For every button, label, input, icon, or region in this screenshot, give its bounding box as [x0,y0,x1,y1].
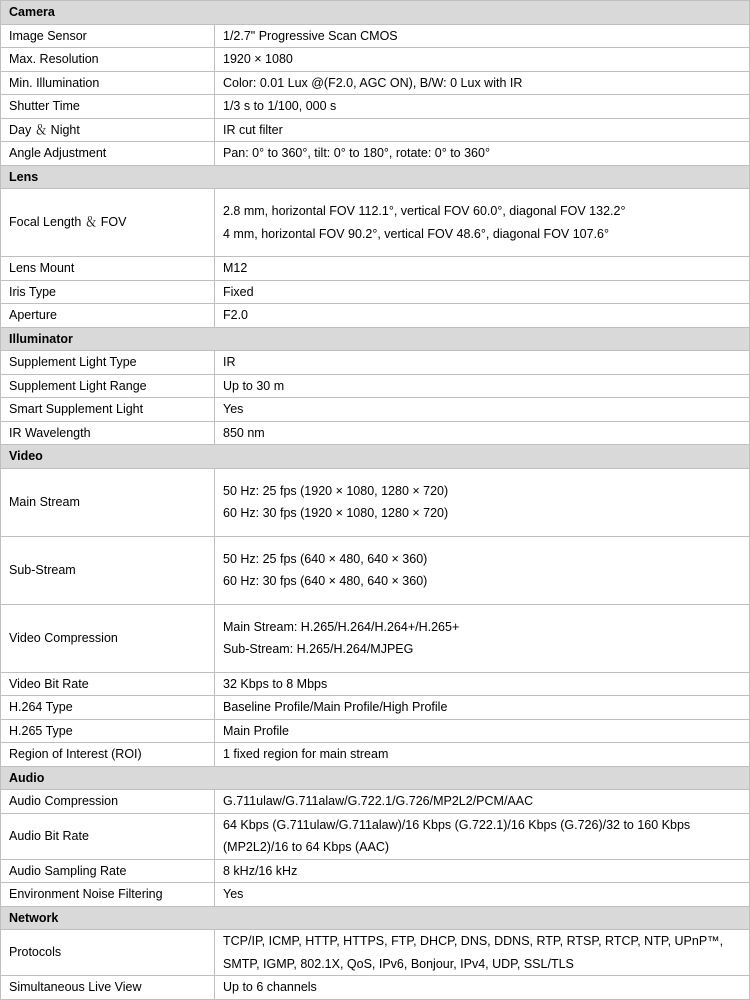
spec-label: Region of Interest (ROI) [1,743,215,767]
spec-label: Lens Mount [1,257,215,281]
section-header-lens [1,165,750,189]
spec-value-line: 1 fixed region for main stream [223,747,389,761]
spec-value-line: Up to 30 m [223,378,285,393]
spec-value-line: 1920 × 1080 [223,52,293,66]
spec-value-line: Color: 0.01 Lux @(F2.0, AGC ON), B/W: 0 Lux with IR [223,75,523,90]
spec-row-protocols [1,930,750,976]
spec-value-line: 60 Hz: 30 fps (640 × 480, 640 × 360) [223,574,428,588]
spec-label: Angle Adjustment [1,142,215,166]
spec-row-supplement-light-range [1,374,750,398]
spec-value [215,142,750,166]
spec-label: Aperture [1,304,215,328]
spec-label: Shutter Time [1,95,215,119]
spec-label: Smart Supplement Light [1,398,215,422]
spec-value-line: Fixed [223,284,254,299]
section-header-network [1,906,750,930]
spec-row-video-bit-rate [1,672,750,696]
spec-value-line: Baseline Profile/Main Profile/High Profile [223,700,448,714]
spec-value-line: 50 Hz: 25 fps (640 × 480, 640 × 360) [223,551,428,566]
spec-row-simultaneous-live-view [1,976,750,1000]
spec-row-min-illumination [1,71,750,95]
section-title: Lens [1,165,750,189]
spec-value-line: IR [223,355,236,369]
spec-label: Audio Sampling Rate [1,859,215,883]
spec-label: Video Compression [1,604,215,672]
spec-value-line: 60 Hz: 30 fps (1920 × 1080, 1280 × 720) [223,506,449,520]
spec-row-image-sensor [1,24,750,48]
spec-label: Audio Compression [1,790,215,814]
spec-value-line: Yes [223,887,244,901]
spec-value [215,813,750,859]
spec-value [215,71,750,95]
spec-value-line: (MP2L2)/16 to 64 Kbps (AAC) [223,840,390,854]
spec-row-angle-adjustment [1,142,750,166]
spec-row-h-265-type [1,719,750,743]
spec-row-region-of-interest-roi [1,743,750,767]
spec-label: Day ＆ Night [1,118,215,142]
section-title: Network [1,906,750,930]
spec-value [215,604,750,672]
spec-label: Supplement Light Range [1,374,215,398]
spec-label: Supplement Light Type [1,351,215,375]
spec-label: H.264 Type [1,696,215,720]
spec-label: Sub-Stream [1,536,215,604]
spec-label: Environment Noise Filtering [1,883,215,907]
spec-value [215,930,750,976]
spec-row-lens-mount [1,257,750,281]
spec-label: Main Stream [1,468,215,536]
spec-value-line: Yes [223,402,244,416]
spec-value [215,351,750,375]
spec-row-iris-type [1,280,750,304]
spec-value [215,280,750,304]
spec-value [215,696,750,720]
spec-value [215,421,750,445]
spec-value-line: Up to 6 channels [223,980,317,994]
spec-row-aperture [1,304,750,328]
spec-value-line: 2.8 mm, horizontal FOV 112.1°, vertical FOV 60.0°, diagonal FOV 132.2° [223,204,626,218]
spec-label: Focal Length ＆ FOV [1,189,215,257]
spec-value-line: 8 kHz/16 kHz [223,863,298,878]
spec-label: Max. Resolution [1,48,215,72]
spec-value-line: F2.0 [223,308,249,322]
spec-value-line: 1/3 s to 1/100, 000 s [223,99,337,113]
spec-value-line: 1/2.7" Progressive Scan CMOS [223,28,398,43]
spec-row-sub-stream [1,536,750,604]
spec-value [215,719,750,743]
spec-value-line: G.711ulaw/G.711alaw/G.722.1/G.726/MP2L2/PCM/AAC [223,794,534,808]
spec-row-smart-supplement-light [1,398,750,422]
section-header-audio [1,766,750,790]
spec-value [215,374,750,398]
spec-value-line: 32 Kbps to 8 Mbps [223,676,328,691]
section-header-illuminator [1,327,750,351]
section-header-camera [1,1,750,25]
spec-row-focal-length-fov [1,189,750,257]
spec-label: Image Sensor [1,24,215,48]
spec-value [215,976,750,1000]
section-title: Camera [1,1,750,25]
spec-label: Iris Type [1,280,215,304]
spec-value-line: 4 mm, horizontal FOV 90.2°, vertical FOV 48.6°, diagonal FOV 107.6° [223,226,610,241]
spec-value [215,48,750,72]
spec-label: Min. Illumination [1,71,215,95]
spec-value-line: Main Profile [223,723,289,738]
spec-row-audio-compression [1,790,750,814]
spec-row-ir-wavelength [1,421,750,445]
spec-label: Audio Bit Rate [1,813,215,859]
spec-value [215,672,750,696]
spec-row-video-compression [1,604,750,672]
spec-value [215,257,750,281]
spec-row-audio-bit-rate [1,813,750,859]
spec-label: Video Bit Rate [1,672,215,696]
spec-label: IR Wavelength [1,421,215,445]
section-header-video [1,445,750,469]
spec-value [215,883,750,907]
section-title: Illuminator [1,327,750,351]
spec-row-audio-sampling-rate [1,859,750,883]
spec-value [215,790,750,814]
spec-value [215,118,750,142]
spec-row-max-resolution [1,48,750,72]
spec-row-supplement-light-type [1,351,750,375]
spec-value [215,398,750,422]
spec-label: Protocols [1,930,215,976]
spec-value-line: IR cut filter [223,122,283,137]
spec-value-line: TCP/IP, ICMP, HTTP, HTTPS, FTP, DHCP, DNS, DDNS, RTP, RTSP, RTCP, NTP, UPnP™, [223,934,724,948]
spec-row-main-stream [1,468,750,536]
spec-value [215,24,750,48]
spec-label: H.265 Type [1,719,215,743]
spec-row-day-night [1,118,750,142]
spec-value [215,743,750,767]
spec-value-line: 64 Kbps (G.711ulaw/G.711alaw)/16 Kbps (G.722.1)/16 Kbps (G.726)/32 to 160 Kbps [223,817,691,832]
spec-row-environment-noise-filtering [1,883,750,907]
section-title: Audio [1,766,750,790]
spec-value [215,468,750,536]
spec-value-line: M12 [223,261,248,275]
spec-row-shutter-time [1,95,750,119]
spec-value-line: Sub-Stream: H.265/H.264/MJPEG [223,642,414,656]
section-title: Video [1,445,750,469]
spec-value-line: Pan: 0° to 360°, tilt: 0° to 180°, rotate: 0° to 360° [223,146,490,160]
spec-value-line: 50 Hz: 25 fps (1920 × 1080, 1280 × 720) [223,483,449,498]
spec-value [215,189,750,257]
spec-value [215,304,750,328]
spec-value-line: SMTP, IGMP, 802.1X, QoS, IPv6, Bonjour, IPv4, UDP, SSL/TLS [223,956,574,971]
spec-value [215,859,750,883]
spec-value-line: 850 nm [223,425,265,440]
spec-value-line: Main Stream: H.265/H.264/H.264+/H.265+ [223,619,460,634]
spec-value [215,536,750,604]
spec-row-h-264-type [1,696,750,720]
spec-label: Simultaneous Live View [1,976,215,1000]
spec-value [215,95,750,119]
